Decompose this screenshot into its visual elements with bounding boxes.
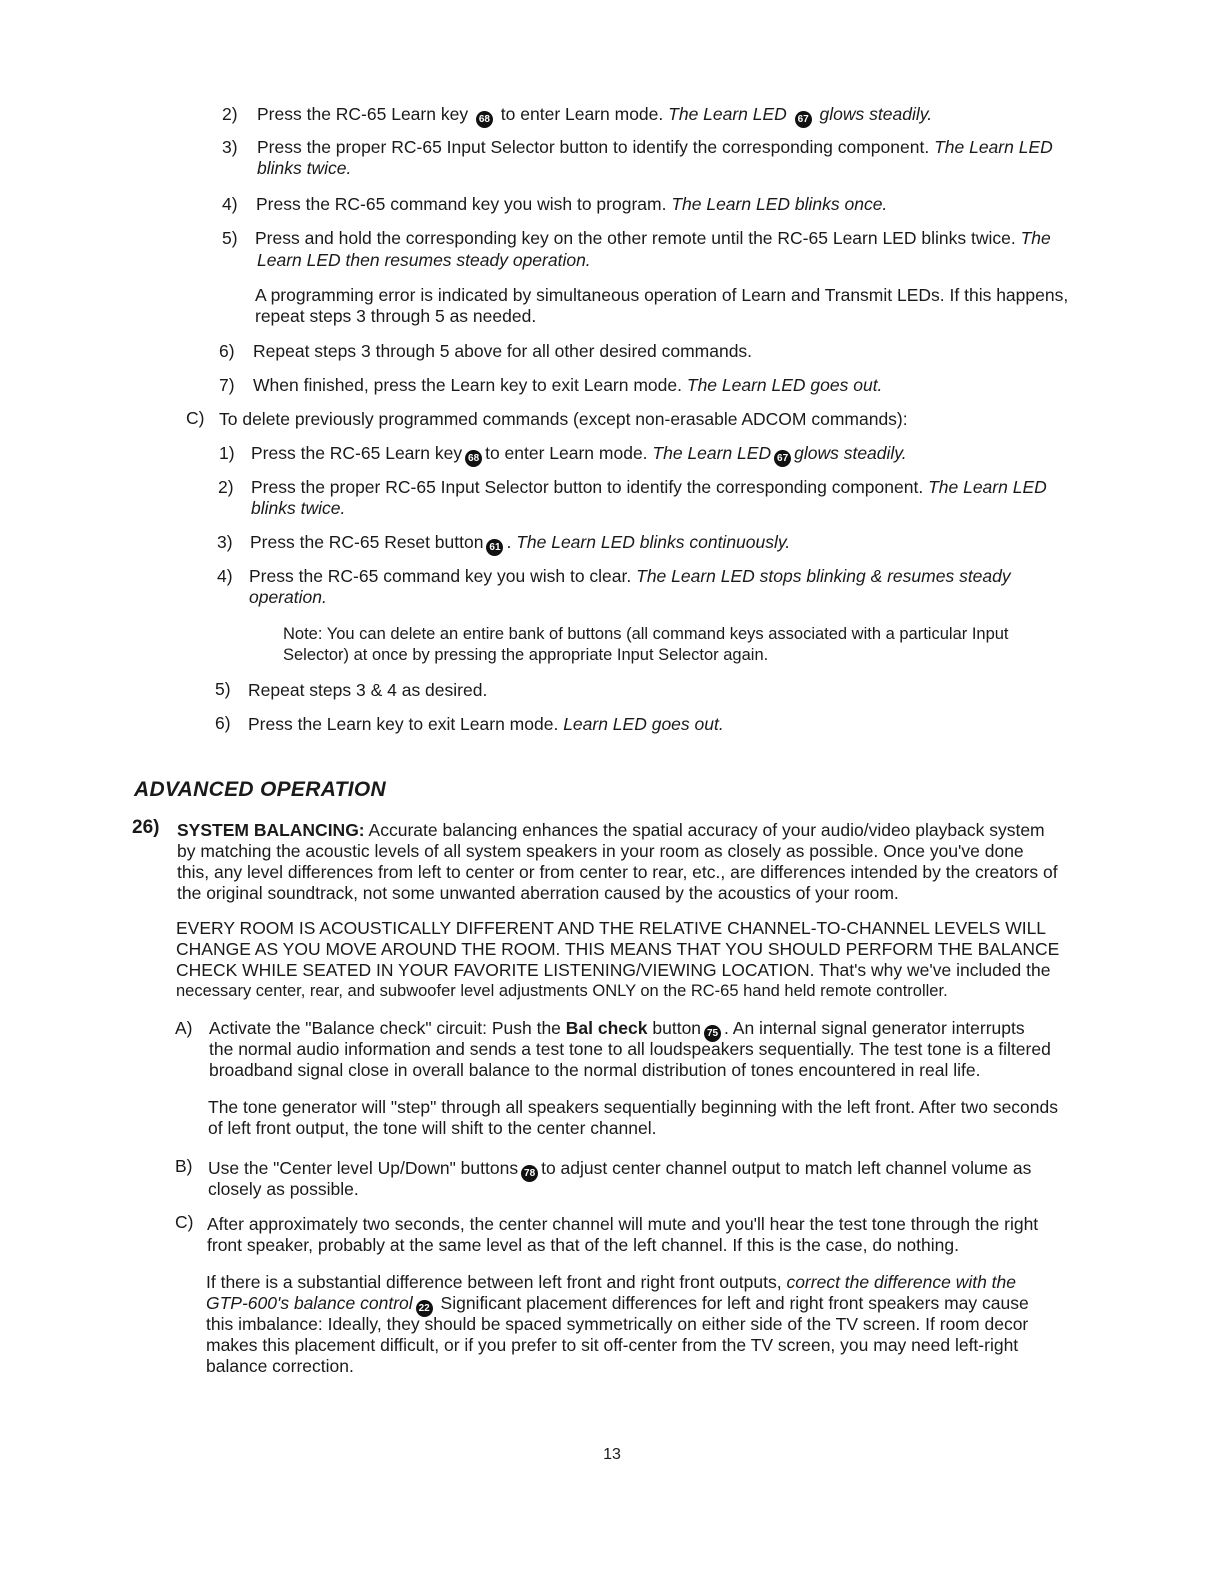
paragraph-line: this, any level differences from left to center or from center to rear, etc., are differences intended by the creators of	[177, 862, 1058, 882]
paragraph-line: of left front output, the tone will shift to the center channel.	[208, 1118, 657, 1138]
note-text: A programming error is indicated by simultaneous operation of Learn and Transmit LEDs. If this happens,	[255, 285, 1069, 305]
note-text: repeat steps 3 through 5 as needed.	[255, 306, 537, 326]
step-number: 4)	[222, 194, 238, 214]
item-label: A)	[175, 1018, 193, 1038]
step-number: 4)	[217, 566, 233, 586]
balance-control-badge: 22	[416, 1300, 433, 1317]
step-number: 5)	[215, 679, 231, 699]
paragraph-line: CHANGE AS YOU MOVE AROUND THE ROOM. THIS MEANS THAT YOU SHOULD PERFORM THE BALANCE	[176, 939, 1060, 959]
paragraph-line: Use the "Center level Up/Down" buttons 78 to adjust center channel output to match left channel volume as	[208, 1158, 1031, 1182]
step-text: Repeat steps 3 & 4 as desired.	[248, 680, 488, 700]
learn-key-badge: 68	[476, 111, 493, 128]
paragraph-line: GTP-600's balance control 22 Significant placement differences for left and right front speakers may cause	[206, 1293, 1029, 1317]
paragraph-line: CHECK WHILE SEATED IN YOUR FAVORITE LISTENING/VIEWING LOCATION. That's why we've included the	[176, 960, 1051, 980]
note-text: Selector) at once by pressing the appropriate Input Selector again.	[283, 646, 769, 664]
step-text: Repeat steps 3 through 5 above for all other desired commands.	[253, 341, 753, 361]
step-text: Press the RC-65 command key you wish to clear. The Learn LED stops blinking & resumes steady	[249, 566, 1011, 586]
paragraph-line: this imbalance: Ideally, they should be spaced symmetrically on either side of the TV screen. If room decor	[206, 1314, 1029, 1334]
step-continuation: Learn LED then resumes steady operation.	[257, 250, 591, 270]
paragraph-line: the original soundtrack, not some unwanted aberration caused by the acoustics of your room.	[177, 883, 899, 903]
step-text: Press the RC-65 Reset button 61 . The Learn LED blinks continuously.	[250, 532, 790, 556]
item-label: C)	[175, 1212, 194, 1232]
step-number: 2)	[218, 477, 234, 497]
step-number: 5)	[222, 228, 238, 248]
paragraph-line: front speaker, probably at the same level as that of the left channel. If this is the case, do nothing.	[207, 1235, 959, 1255]
step-text: Press the proper RC-65 Input Selector button to identify the corresponding component. The Learn LED	[251, 477, 1047, 497]
paragraph-line: necessary center, rear, and subwoofer level adjustments ONLY on the RC-65 hand held remote controller.	[176, 982, 948, 1000]
step-continuation: operation.	[249, 587, 327, 607]
paragraph-line: makes this placement difficult, or if you prefer to sit off-center from the TV screen, you may need left-right	[206, 1335, 1019, 1355]
note-text: Note: You can delete an entire bank of buttons (all command keys associated with a particular Input	[283, 625, 1009, 643]
section-title: SYSTEM BALANCING:	[177, 820, 365, 840]
section-text: To delete previously programmed commands (except non-erasable ADCOM commands):	[219, 409, 908, 429]
paragraph-line: by matching the acoustic levels of all system speakers in your room as closely as possible. Once you've done	[177, 841, 1024, 861]
step-number: 2)	[222, 104, 238, 124]
step-text: Press the RC-65 Learn key 68 to enter Learn mode. The Learn LED 67 glows steadily.	[257, 104, 932, 128]
learn-key-badge: 68	[465, 450, 482, 467]
section-label: C)	[186, 408, 205, 428]
paragraph-line: balance correction.	[206, 1356, 354, 1376]
step-number: 3)	[217, 532, 233, 552]
paragraph-line: the normal audio information and sends a test tone to all loudspeakers sequentially. The test tone is a filtered	[209, 1039, 1051, 1059]
paragraph-line: The tone generator will "step" through all speakers sequentially beginning with the left front. After two seconds	[208, 1097, 1058, 1117]
paragraph-line: SYSTEM BALANCING: Accurate balancing enhances the spatial accuracy of your audio/video playback system	[177, 820, 1045, 840]
paragraph-line: Activate the "Balance check" circuit: Push the Bal check button 75 . An internal signal generator interrupts	[209, 1018, 1025, 1042]
paragraph-line: After approximately two seconds, the center channel will mute and you'll hear the test tone through the right	[207, 1214, 1039, 1234]
item-label: B)	[175, 1156, 193, 1176]
step-text: Press the Learn key to exit Learn mode. Learn LED goes out.	[248, 714, 724, 734]
paragraph-line: broadband signal close in overall balance to the normal distribution of tones encountered in real life.	[209, 1060, 981, 1080]
paragraph-line: closely as possible.	[208, 1179, 359, 1199]
step-text: Press the proper RC-65 Input Selector button to identify the corresponding component. The Learn LED	[257, 137, 1053, 157]
step-number: 7)	[219, 375, 235, 395]
learn-led-badge: 67	[774, 450, 791, 467]
step-number: 1)	[219, 443, 235, 463]
page-number: 13	[603, 1446, 621, 1463]
bal-check-badge: 75	[704, 1025, 721, 1042]
paragraph-line: If there is a substantial difference between left front and right front outputs, correct the difference with the	[206, 1272, 1017, 1292]
step-continuation: blinks twice.	[251, 498, 346, 518]
section-heading: ADVANCED OPERATION	[134, 778, 386, 801]
paragraph-line: EVERY ROOM IS ACOUSTICALLY DIFFERENT AND THE RELATIVE CHANNEL-TO-CHANNEL LEVELS WILL	[176, 918, 1047, 938]
step-number: 6)	[215, 713, 231, 733]
step-text: When finished, press the Learn key to exit Learn mode. The Learn LED goes out.	[253, 375, 883, 395]
step-text: Press the RC-65 Learn key 68 to enter Learn mode. The Learn LED 67 glows steadily.	[251, 443, 907, 467]
step-text: Press and hold the corresponding key on the other remote until the RC-65 Learn LED blinks twice. The	[255, 228, 1051, 248]
learn-led-badge: 67	[795, 111, 812, 128]
step-number: 3)	[222, 137, 238, 157]
step-number: 6)	[219, 341, 235, 361]
step-continuation: blinks twice.	[257, 158, 352, 178]
center-level-badge: 78	[521, 1165, 538, 1182]
section-number: 26)	[132, 817, 160, 838]
step-text: Press the RC-65 command key you wish to program. The Learn LED blinks once.	[256, 194, 888, 214]
reset-button-badge: 61	[486, 539, 503, 556]
